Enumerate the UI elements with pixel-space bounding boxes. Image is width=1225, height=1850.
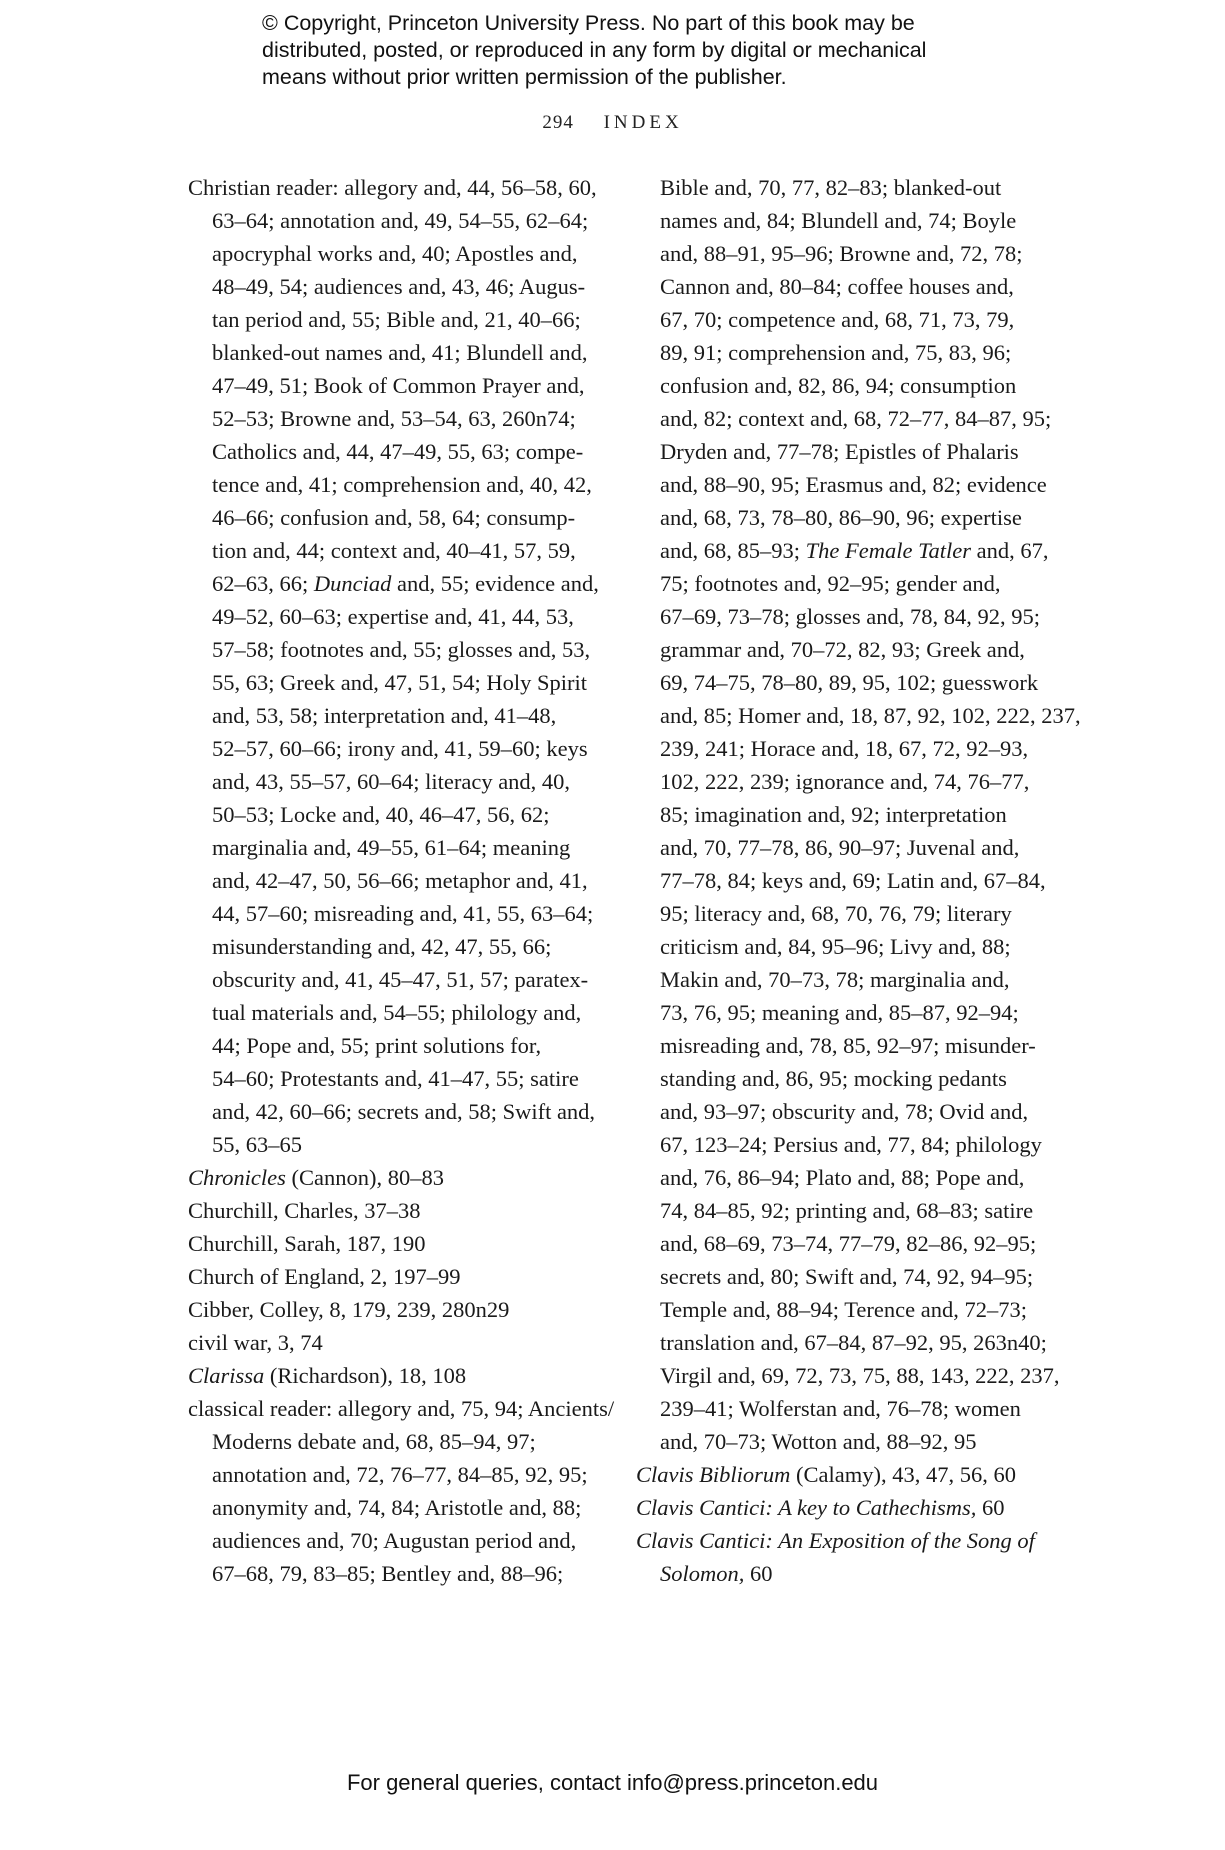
index-text: 73, 76, 95; meaning and, 85–87, 92–94; [660, 1000, 1019, 1025]
index-line [188, 1260, 608, 1293]
index-line [636, 270, 1056, 303]
index-line [188, 666, 608, 699]
index-line [188, 633, 608, 666]
index-text: civil war, 3, 74 [188, 1330, 323, 1355]
index-line [636, 1161, 1056, 1194]
index-text: 239, 241; Horace and, 18, 67, 72, 92–93, [660, 736, 1029, 761]
index-text: and, 70–73; Wotton and, 88–92, 95 [660, 1429, 977, 1454]
index-text: 77–78, 84; keys and, 69; Latin and, 67–84, [660, 868, 1046, 893]
index-line [636, 1194, 1056, 1227]
index-text: confusion and, 82, 86, 94; consumption [660, 373, 1017, 398]
index-line [188, 1359, 608, 1392]
index-line [636, 699, 1081, 732]
index-text: 54–60; Protestants and, 41–47, 55; satire [212, 1066, 579, 1091]
index-italic-title: Solomon, [660, 1561, 745, 1586]
index-text: 89, 91; comprehension and, 75, 83, 96; [660, 340, 1012, 365]
index-text: 63–64; annotation and, 49, 54–55, 62–64; [212, 208, 589, 233]
index-text: 69, 74–75, 78–80, 89, 95, 102; guesswork [660, 670, 1039, 695]
index-line [636, 1095, 1056, 1128]
index-text: annotation and, 72, 76–77, 84–85, 92, 95; [212, 1462, 588, 1487]
index-line [636, 237, 1056, 270]
index-line [636, 303, 1056, 336]
index-line [636, 963, 1056, 996]
index-line [636, 567, 1056, 600]
index-line [188, 204, 608, 237]
running-head [0, 112, 1225, 134]
index-text: and, 42, 60–66; secrets and, 58; Swift and, [212, 1099, 596, 1124]
index-text: 75; footnotes and, 92–95; gender and, [660, 571, 1001, 596]
index-line [188, 303, 608, 336]
index-line [188, 897, 608, 930]
index-text: (Richardson), 18, 108 [264, 1363, 467, 1388]
index-text: misunderstanding and, 42, 47, 55, 66; [212, 934, 552, 959]
index-text: names and, 84; Blundell and, 74; Boyle [660, 208, 1017, 233]
index-line [636, 600, 1056, 633]
index-line [188, 864, 608, 897]
index-line [636, 1029, 1056, 1062]
index-line [636, 1557, 1056, 1590]
copyright-line: distributed, posted, or reproduced in any form by digital or mechanical [262, 38, 927, 62]
index-text: Cannon and, 80–84; coffee houses and, [660, 274, 1014, 299]
index-text: and, 76, 86–94; Plato and, 88; Pope and, [660, 1165, 1025, 1190]
index-line [188, 534, 608, 567]
index-line [636, 435, 1056, 468]
index-line [636, 369, 1056, 402]
copyright-line: means without prior written permission of the publisher. [262, 65, 787, 89]
index-line [188, 1128, 608, 1161]
index-line [636, 633, 1056, 666]
index-text: 49–52, 60–63; expertise and, 41, 44, 53, [212, 604, 574, 629]
index-line [188, 699, 608, 732]
index-line [636, 1227, 1056, 1260]
footer-contact: For general queries, contact info@press.princeton.edu [346, 1770, 879, 1795]
index-line [636, 336, 1056, 369]
index-line [636, 1260, 1056, 1293]
index-text: Christian reader: allegory and, 44, 56–58, 60, [188, 175, 597, 200]
index-line [188, 1491, 608, 1524]
index-text: 48–49, 54; audiences and, 43, 46; Augus- [212, 274, 586, 299]
index-text: tion and, 44; context and, 40–41, 57, 59, [212, 538, 576, 563]
index-text: grammar and, 70–72, 82, 93; Greek and, [660, 637, 1025, 662]
index-text: 44; Pope and, 55; print solutions for, [212, 1033, 542, 1058]
index-line [636, 1425, 1056, 1458]
index-line [188, 732, 608, 765]
index-italic-title: The Female Tatler [805, 538, 972, 563]
index-text: 47–49, 51; Book of Common Prayer and, [212, 373, 585, 398]
index-text: 67–69, 73–78; glosses and, 78, 84, 92, 95; [660, 604, 1040, 629]
index-text: and, 68, 85–93; [660, 538, 806, 563]
index-line [636, 831, 1056, 864]
index-line [636, 501, 1056, 534]
index-text: 50–53; Locke and, 40, 46–47, 56, 62; [212, 802, 550, 827]
index-italic-title: Clavis Cantici: An Exposition of the Song of [636, 1528, 1035, 1553]
index-text: Cibber, Colley, 8, 179, 239, 280n29 [188, 1297, 510, 1322]
index-line [636, 1524, 1056, 1557]
index-line [188, 1095, 608, 1128]
index-line [188, 765, 608, 798]
index-text: Moderns debate and, 68, 85–94, 97; [212, 1429, 536, 1454]
index-line [636, 402, 1056, 435]
index-text: 60 [744, 1561, 773, 1586]
index-line [636, 468, 1056, 501]
index-line [188, 1458, 608, 1491]
index-text: 44, 57–60; misreading and, 41, 55, 63–64; [212, 901, 594, 926]
index-line [188, 600, 608, 633]
index-line [636, 1458, 1056, 1491]
index-text: criticism and, 84, 95–96; Livy and, 88; [660, 934, 1011, 959]
index-line [188, 996, 608, 1029]
index-text: 62–63, 66; [212, 571, 314, 596]
index-text: Churchill, Charles, 37–38 [188, 1198, 421, 1223]
index-text: and, 68–69, 73–74, 77–79, 82–86, 92–95; [660, 1231, 1037, 1256]
index-line [188, 270, 608, 303]
index-text: and, 93–97; obscurity and, 78; Ovid and, [660, 1099, 1029, 1124]
index-text: Catholics and, 44, 47–49, 55, 63; compe- [212, 439, 584, 464]
index-italic-title: Dunciad [313, 571, 392, 596]
index-line [636, 1128, 1056, 1161]
index-line [188, 1392, 615, 1425]
index-text: 102, 222, 239; ignorance and, 74, 76–77, [660, 769, 1030, 794]
index-line [188, 1227, 608, 1260]
index-text: tan period and, 55; Bible and, 21, 40–66; [212, 307, 581, 332]
index-text: and, 53, 58; interpretation and, 41–48, [212, 703, 557, 728]
index-text: and, 88–90, 95; Erasmus and, 82; evidence [660, 472, 1047, 497]
copyright-notice [262, 10, 982, 91]
index-text: Dryden and, 77–78; Epistles of Phalaris [660, 439, 1019, 464]
index-text: 52–53; Browne and, 53–54, 63, 260n74; [212, 406, 576, 431]
index-text: 55, 63–65 [212, 1132, 302, 1157]
index-italic-title: Clavis Bibliorum [636, 1462, 791, 1487]
index-line [188, 1425, 608, 1458]
index-line [636, 1293, 1056, 1326]
index-line [636, 732, 1056, 765]
running-head-title: INDEX [603, 112, 683, 133]
index-line [188, 369, 608, 402]
index-text: secrets and, 80; Swift and, 74, 92, 94–95; [660, 1264, 1034, 1289]
index-text: 67, 70; competence and, 68, 71, 73, 79, [660, 307, 1015, 332]
index-text: and, 55; evidence and, [391, 571, 599, 596]
index-line [188, 336, 608, 369]
index-text: marginalia and, 49–55, 61–64; meaning [212, 835, 571, 860]
index-line [188, 435, 608, 468]
index-line [188, 1194, 608, 1227]
index-text: Makin and, 70–73, 78; marginalia and, [660, 967, 1010, 992]
index-text: 239–41; Wolferstan and, 76–78; women [660, 1396, 1021, 1421]
index-line [188, 1161, 608, 1194]
index-line [188, 798, 608, 831]
index-line [636, 1359, 1060, 1392]
index-line [636, 171, 1056, 204]
index-text: 67–68, 79, 83–85; Bentley and, 88–96; [212, 1561, 564, 1586]
index-line [636, 534, 1056, 567]
index-text: 74, 84–85, 92; printing and, 68–83; satire [660, 1198, 1034, 1223]
index-line [636, 897, 1056, 930]
index-text: Temple and, 88–94; Terence and, 72–73; [660, 1297, 1027, 1322]
index-line [188, 468, 608, 501]
index-text: 60 [976, 1495, 1005, 1520]
index-text: tence and, 41; comprehension and, 40, 42, [212, 472, 592, 497]
index-text: blanked-out names and, 41; Blundell and, [212, 340, 588, 365]
copyright-line: © Copyright, Princeton University Press. No part of this book may be [262, 11, 915, 35]
index-text: and, 85; Homer and, 18, 87, 92, 102, 222, 237, [660, 703, 1081, 728]
index-line [188, 1524, 608, 1557]
index-text: 95; literacy and, 68, 70, 76, 79; literary [660, 901, 1012, 926]
index-line [636, 1326, 1056, 1359]
index-text: apocryphal works and, 40; Apostles and, [212, 241, 578, 266]
index-text: obscurity and, 41, 45–47, 51, 57; paratex- [212, 967, 589, 992]
index-text: Churchill, Sarah, 187, 190 [188, 1231, 426, 1256]
index-line [188, 402, 608, 435]
index-column-left [188, 171, 615, 1590]
index-text: 52–57, 60–66; irony and, 41, 59–60; keys [212, 736, 588, 761]
index-text: and, 82; context and, 68, 72–77, 84–87, 95; [660, 406, 1052, 431]
index-line [188, 831, 608, 864]
index-text: Virgil and, 69, 72, 73, 75, 88, 143, 222, 237, [660, 1363, 1060, 1388]
index-line [636, 864, 1056, 897]
index-line [188, 930, 608, 963]
index-italic-title: Clavis Cantici: A key to Cathechisms, [636, 1495, 977, 1520]
index-line [188, 1029, 608, 1062]
index-text: and, 88–91, 95–96; Browne and, 72, 78; [660, 241, 1023, 266]
index-text: and, 68, 73, 78–80, 86–90, 96; expertise [660, 505, 1022, 530]
index-line [188, 963, 608, 996]
index-italic-title: Chronicles [188, 1165, 286, 1190]
index-text: and, 42–47, 50, 56–66; metaphor and, 41, [212, 868, 588, 893]
index-line [636, 930, 1056, 963]
index-text: 46–66; confusion and, 58, 64; consump- [212, 505, 576, 530]
index-line [636, 765, 1056, 798]
index-line [636, 1062, 1056, 1095]
index-text: 67, 123–24; Persius and, 77, 84; philology [660, 1132, 1042, 1157]
index-line [188, 1557, 608, 1590]
index-line [636, 666, 1056, 699]
index-line [188, 501, 608, 534]
index-line [188, 237, 608, 270]
index-text: audiences and, 70; Augustan period and, [212, 1528, 577, 1553]
index-line [188, 1062, 608, 1095]
index-text: misreading and, 78, 85, 92–97; misunder- [660, 1033, 1036, 1058]
index-text: and, 67, [971, 538, 1049, 563]
index-column-right [636, 171, 1081, 1590]
index-text: standing and, 86, 95; mocking pedants [660, 1066, 1007, 1091]
index-text: and, 70, 77–78, 86, 90–97; Juvenal and, [660, 835, 1020, 860]
index-line [636, 1491, 1056, 1524]
index-text: (Calamy), 43, 47, 56, 60 [790, 1462, 1016, 1487]
index-line [636, 996, 1056, 1029]
index-text: classical reader: allegory and, 75, 94; Ancients/ [188, 1396, 615, 1421]
index-line [636, 1392, 1056, 1425]
index-text: Bible and, 70, 77, 82–83; blanked-out [660, 175, 1002, 200]
index-text: and, 43, 55–57, 60–64; literacy and, 40, [212, 769, 571, 794]
page-number: 294 [542, 112, 574, 133]
index-text: 85; imagination and, 92; interpretation [660, 802, 1007, 827]
index-line [636, 798, 1056, 831]
index-line [636, 204, 1056, 237]
index-text: (Cannon), 80–83 [285, 1165, 445, 1190]
index-line [188, 567, 608, 600]
index-text: tual materials and, 54–55; philology and, [212, 1000, 582, 1025]
index-text: translation and, 67–84, 87–92, 95, 263n40; [660, 1330, 1047, 1355]
index-line [188, 171, 608, 204]
index-text: 55, 63; Greek and, 47, 51, 54; Holy Spirit [212, 670, 587, 695]
index-italic-title: Clarissa [188, 1363, 265, 1388]
index-text: Church of England, 2, 197–99 [188, 1264, 461, 1289]
index-text: 57–58; footnotes and, 55; glosses and, 53, [212, 637, 591, 662]
index-text: anonymity and, 74, 84; Aristotle and, 88; [212, 1495, 582, 1520]
index-line [188, 1326, 608, 1359]
index-line [188, 1293, 608, 1326]
